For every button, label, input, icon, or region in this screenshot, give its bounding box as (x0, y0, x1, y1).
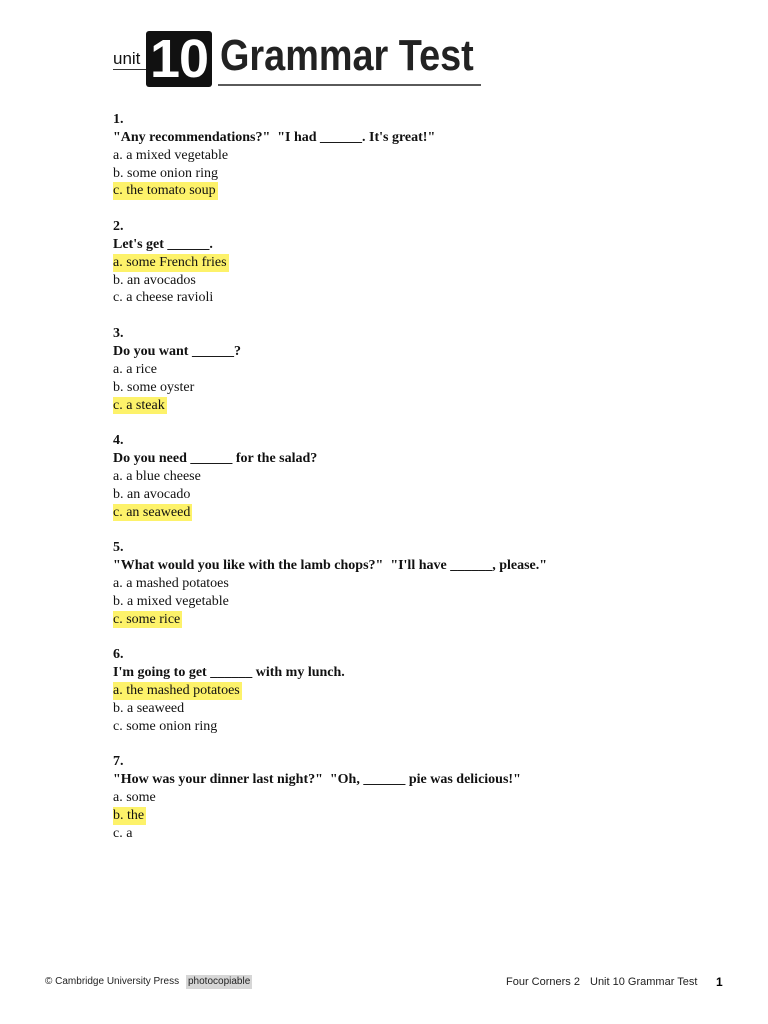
question-prompt: I'm going to get ______ with my lunch. (113, 665, 345, 681)
question-number: 6. (113, 647, 124, 663)
question-2 (113, 218, 547, 307)
answer-option-c: c. a (113, 825, 133, 841)
copyright-text: © Cambridge University Press (45, 976, 180, 987)
answer-option-b: b. an avocado (113, 486, 191, 502)
photocopiable-badge: photocopiable (188, 976, 251, 987)
question-4 (113, 432, 547, 521)
answer-option-b: b. the (113, 807, 145, 823)
question-number: 2. (113, 219, 124, 235)
question-number: 3. (113, 326, 124, 342)
question-prompt: Do you want ______? (113, 343, 241, 359)
answer-option-a: a. some (113, 790, 156, 806)
question-prompt: "What would you like with the lamb chops?" "I'll have ______, please." (113, 558, 548, 574)
question-number: 7. (113, 754, 124, 770)
question-6 (113, 646, 547, 735)
answer-option-b: b. a mixed vegetable (113, 593, 229, 609)
answer-option-a: a. a rice (113, 361, 157, 377)
answer-option-a: a. a mixed vegetable (113, 147, 229, 163)
test-name: Unit 10 Grammar Test (590, 976, 698, 988)
answer-option-c: c. the tomato soup (113, 183, 216, 199)
answer-option-b: b. some onion ring (113, 165, 218, 181)
answer-option-c: c. a steak (113, 397, 165, 413)
answer-option-a: a. some French fries (113, 254, 227, 270)
question-prompt: "How was your dinner last night?" "Oh, ______ pie was delicious!" (113, 772, 521, 788)
question-7 (113, 753, 547, 842)
answer-option-b: b. a seaweed (113, 700, 185, 716)
questions-list (113, 111, 547, 860)
page-number: 1 (716, 975, 723, 989)
question-5 (113, 539, 547, 628)
answer-option-c: c. a cheese ravioli (113, 290, 214, 306)
question-prompt: Let's get ______. (113, 236, 213, 252)
question-number: 4. (113, 433, 124, 449)
answer-option-a: a. the mashed potatoes (113, 683, 240, 698)
title-rule (218, 84, 481, 86)
test-title: Grammar Test (220, 31, 474, 80)
unit-label: unit (113, 49, 146, 70)
answer-option-c: c. some onion ring (113, 718, 218, 734)
question-1 (113, 111, 547, 200)
answer-option-b: b. an avocados (113, 272, 196, 288)
question-prompt: "Any recommendations?" "I had ______. It's great!" (113, 129, 436, 145)
question-number: 1. (113, 112, 124, 127)
course-name: Four Corners 2 (506, 976, 580, 988)
answer-option-b: b. some oyster (113, 379, 195, 395)
unit-number-box: 10 (146, 31, 212, 87)
question-number: 5. (113, 540, 124, 556)
answer-option-c: c. an seaweed (113, 504, 191, 520)
answer-option-a: a. a blue cheese (113, 468, 201, 484)
question-prompt: Do you need ______ for the salad? (113, 451, 318, 467)
answer-option-a: a. a mashed potatoes (113, 575, 229, 591)
question-3 (113, 325, 547, 414)
answer-option-c: c. some rice (113, 611, 181, 627)
